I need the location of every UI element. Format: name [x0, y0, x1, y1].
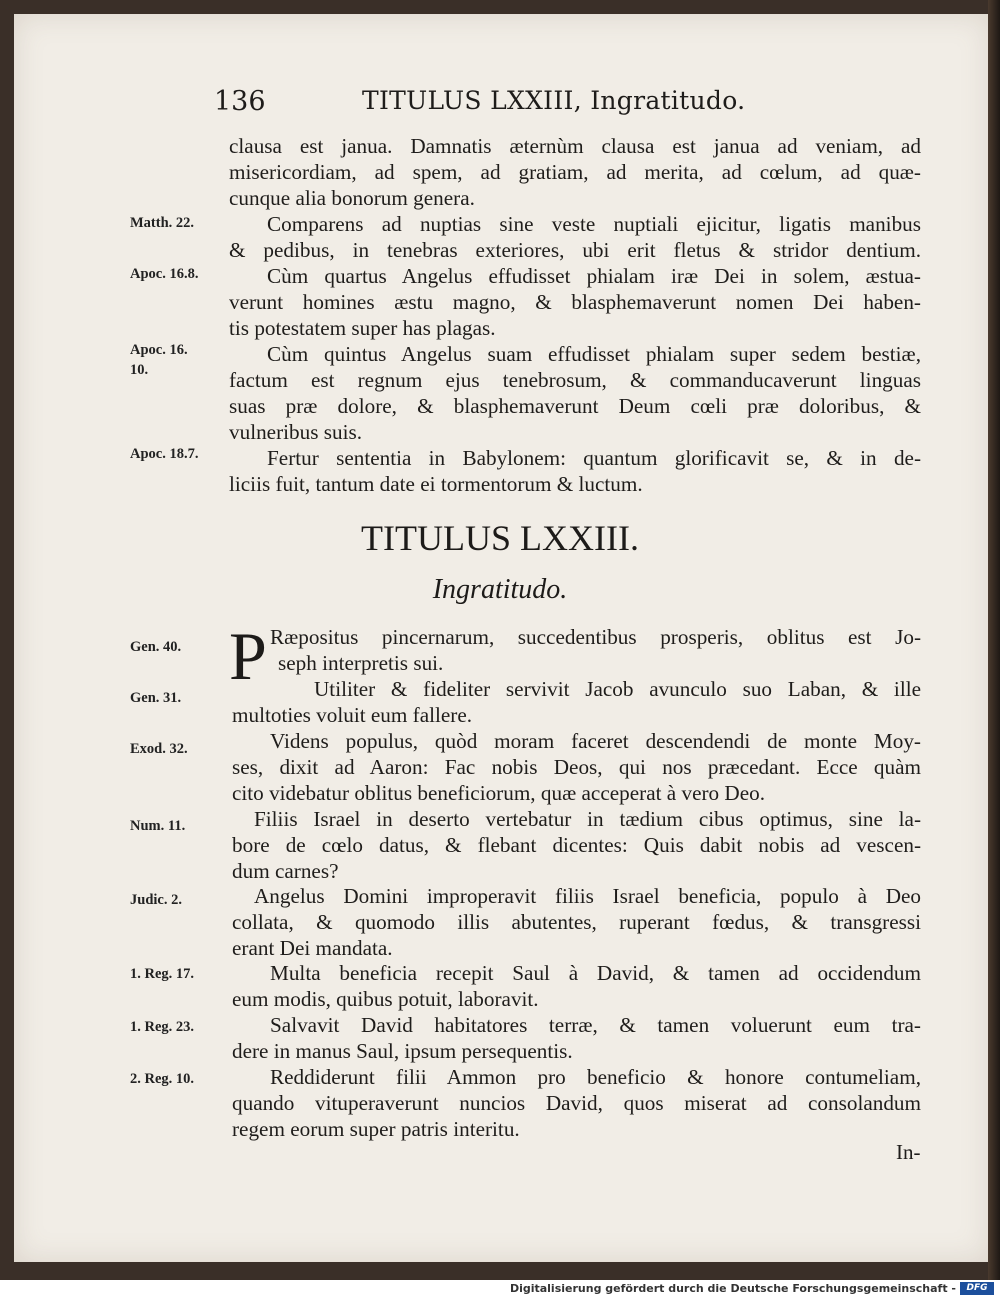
- margin-reference: Gen. 31.: [130, 690, 182, 706]
- entry-paragraph: [232, 883, 921, 961]
- text-line: Cùm quintus Angelus suam effudisset phialam super sedem bestiæ,: [267, 342, 921, 366]
- text-line: multoties voluit eum fallere.: [232, 703, 473, 727]
- text-line: Utiliter & fideliter servivit Jacob avunculo suo Laban, & ille: [314, 677, 921, 701]
- margin-reference: 1. Reg. 23.: [130, 1019, 195, 1035]
- text-line: vulneribus suis.: [229, 420, 363, 444]
- margin-reference: Apoc. 18.7.: [130, 446, 199, 462]
- entry-paragraph: [232, 960, 921, 1012]
- margin-reference: Exod. 32.: [130, 741, 188, 757]
- margin-reference: Gen. 40.: [130, 639, 182, 655]
- section-title: TITULUS LXXIII.: [361, 518, 639, 558]
- text-line: quando vituperaverunt nuncios David, quos miserat ad consolandum: [232, 1091, 921, 1115]
- text-line: Cùm quartus Angelus effudisset phialam iræ Dei in solem, æstua-: [267, 264, 921, 288]
- page-number: 136: [214, 86, 266, 117]
- text-line: dere in manus Saul, ipsum persequentis.: [232, 1039, 573, 1063]
- text-line: eum modis, quibus potuit, laboravit.: [232, 987, 539, 1011]
- continuation-paragraph: [229, 133, 921, 211]
- text-line: liciis fuit, tantum date ei tormentorum & luctum.: [229, 472, 643, 496]
- drop-cap-initial: P: [229, 618, 267, 694]
- text-line: clausa est janua. Damnatis æternùm clausa est janua ad veniam, ad: [229, 134, 921, 158]
- margin-reference: Judic. 2.: [130, 892, 182, 908]
- book-binding-edge: [988, 0, 1000, 1280]
- text-line: suas præ dolore, & blasphemaverunt Deum cœli præ doloribus, &: [229, 394, 921, 418]
- text-line: ses, dixit ad Aaron: Fac nobis Deos, qui nos præcedant. Ecce quàm: [232, 755, 921, 779]
- text-line: Ræpositus pincernarum, succedentibus prosperis, oblitus est Jo-: [270, 625, 921, 649]
- text-line: Salvavit David habitatores terræ, & tamen voluerunt eum tra-: [270, 1013, 921, 1037]
- text-line: Multa beneficia recepit Saul à David, & tamen ad occidendum: [270, 961, 921, 985]
- margin-reference: Apoc. 16.: [130, 342, 188, 358]
- text-line: Comparens ad nuptias sine veste nuptiali ejicitur, ligatis manibus: [267, 212, 921, 236]
- catchword: In-: [896, 1140, 921, 1164]
- entry-paragraph: [232, 728, 921, 806]
- text-line: regem eorum super patris interitu.: [232, 1117, 520, 1141]
- margin-reference: Matth. 22.: [130, 215, 195, 231]
- entry-paragraph: [232, 806, 921, 884]
- digitization-footer: [0, 1280, 1000, 1298]
- text-line: cunque alia bonorum genera.: [229, 186, 475, 210]
- text-line: seph interpretis sui.: [278, 651, 444, 675]
- entry-paragraph: [229, 445, 921, 497]
- text-line: Angelus Domini improperavit filiis Israel beneficia, populo à Deo: [254, 884, 921, 908]
- funding-credit: Digitalisierung gefördert durch die Deutsche Forschungsgemeinschaft -: [509, 1282, 956, 1295]
- section-subtitle: Ingratitudo.: [432, 574, 568, 605]
- margin-reference: Apoc. 16.8.: [130, 266, 199, 282]
- margin-reference: 1. Reg. 17.: [130, 966, 195, 982]
- text-line: Filiis Israel in deserto vertebatur in tædium cibus optimus, sine la-: [254, 807, 921, 831]
- entry-paragraph: [229, 341, 921, 445]
- text-line: bore de cœlo datus, & flebant dicentes: Quis dabit nobis ad vescen-: [232, 833, 921, 857]
- entry-paragraph: [232, 676, 921, 728]
- margin-reference-continued: 10.: [130, 362, 149, 378]
- running-title: TITULUS LXXIII, Ingratitudo.: [362, 86, 746, 115]
- text-line: Fertur sententia in Babylonem: quantum glorificavit se, & in de-: [267, 446, 921, 470]
- text-line: dum carnes?: [232, 859, 339, 883]
- text-line: collata, & quomodo illis abutentes, ruperant fœdus, & transgressi: [232, 910, 921, 934]
- entry-paragraph: [232, 1064, 921, 1142]
- text-line: Reddiderunt filii Ammon pro beneficio & honore contumeliam,: [270, 1065, 921, 1089]
- text-line: erant Dei mandata.: [232, 936, 393, 960]
- entry-paragraph: [229, 263, 921, 341]
- dfg-logo-icon: DFG: [960, 1282, 994, 1295]
- text-line: factum est regnum ejus tenebrosum, & commanducaverunt linguas: [229, 368, 921, 392]
- text-line: Videns populus, quòd moram faceret descendendi de monte Moy-: [270, 729, 921, 753]
- margin-reference: 2. Reg. 10.: [130, 1071, 195, 1087]
- text-line: cito videbatur oblitus beneficiorum, quæ acceperat à vero Deo.: [232, 781, 766, 805]
- entry-paragraph: [270, 624, 921, 676]
- page-header: [214, 74, 774, 118]
- text-line: tis potestatem super has plagas.: [229, 316, 496, 340]
- text-line: verunt homines æstu magno, & blasphemaverunt nomen Dei haben-: [229, 290, 921, 314]
- margin-reference: Num. 11.: [130, 818, 186, 834]
- text-line: misericordiam, ad spem, ad gratiam, ad merita, ad cœlum, ad quæ-: [229, 160, 921, 184]
- text-line: & pedibus, in tenebras exteriores, ubi erit fletus & stridor dentium.: [229, 238, 921, 262]
- entry-paragraph: [232, 1012, 921, 1064]
- entry-paragraph: [229, 211, 921, 263]
